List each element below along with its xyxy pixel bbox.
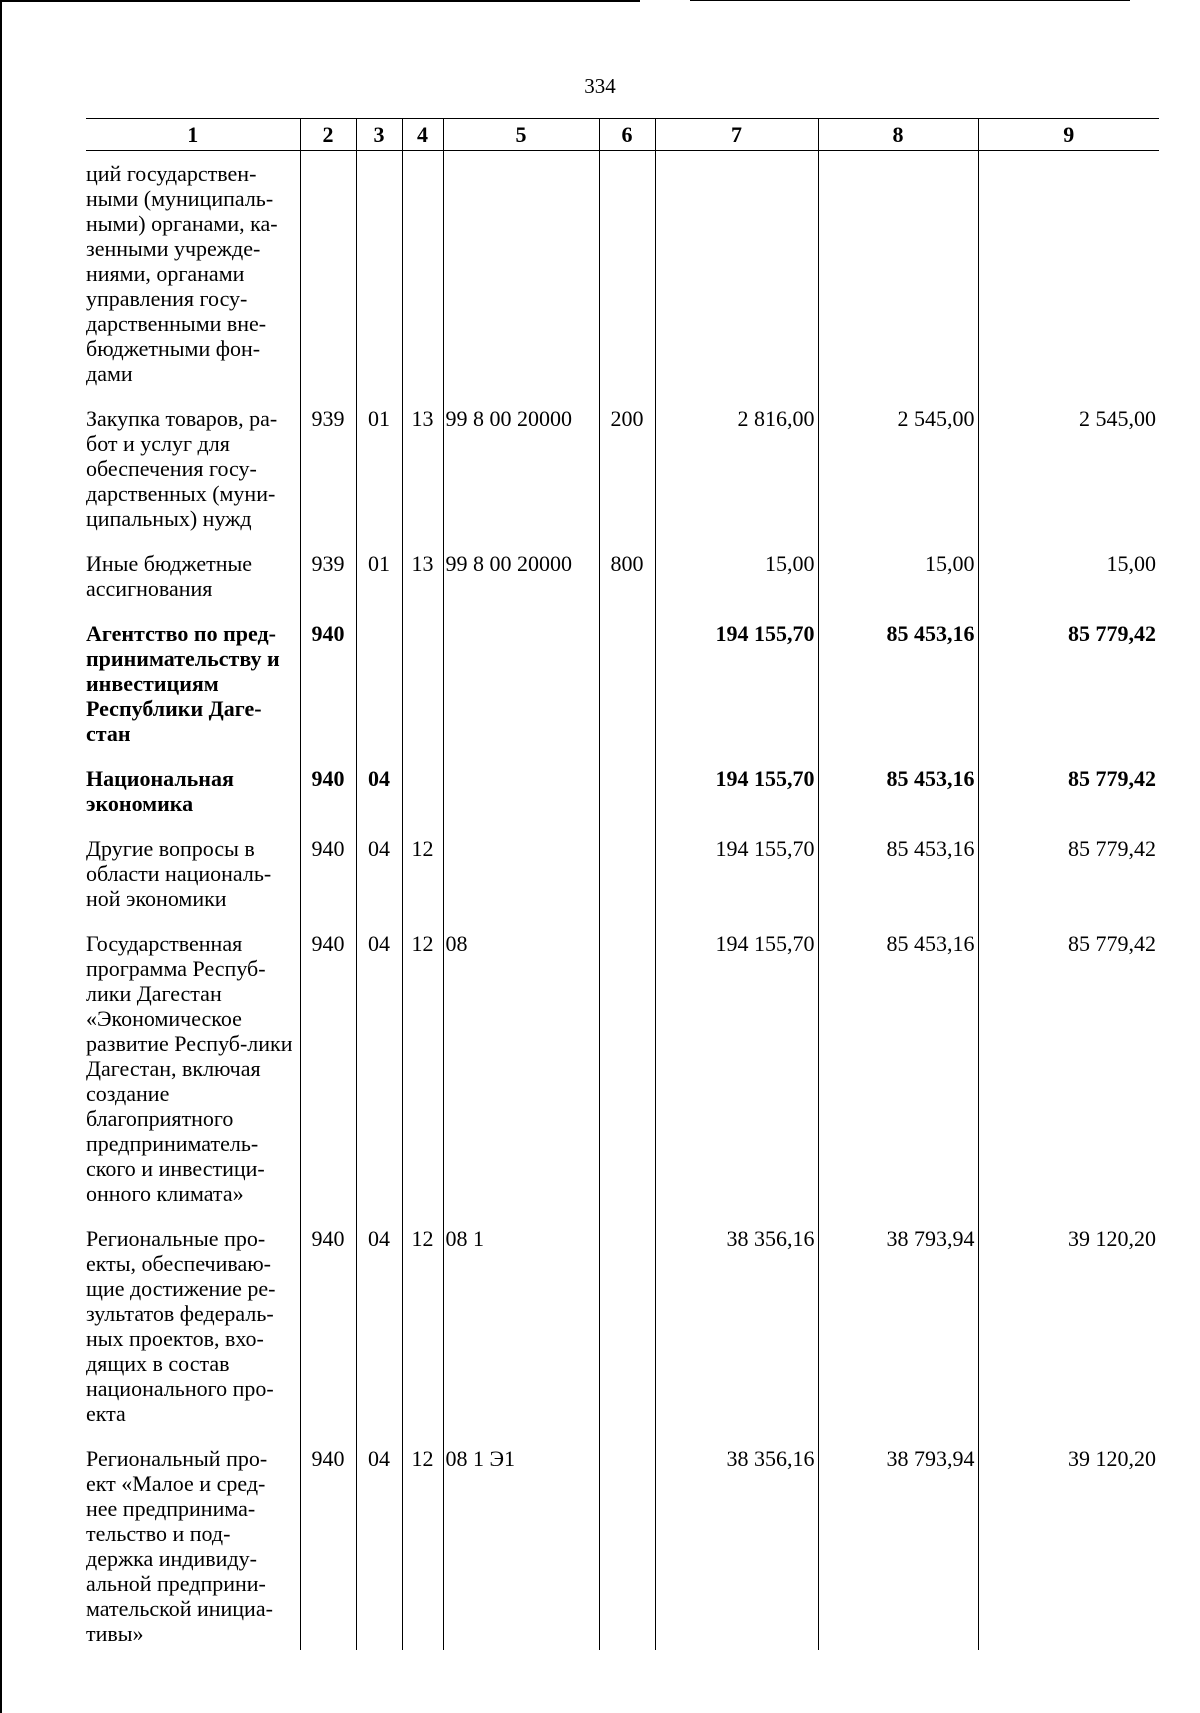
column-header: 2 [300, 119, 356, 151]
cell-amount-9: 15,00 [978, 551, 1159, 621]
cell-code-2: 940 [300, 931, 356, 1226]
cell-amount-7: 38 356,16 [655, 1226, 818, 1446]
row-name: Закупка товаров, ра-бот и услуг для обеспечения госу-дарственных (муни-ципальных) нужд [86, 406, 278, 531]
cell-amount-8: 85 453,16 [818, 766, 978, 836]
cell-code-5 [443, 151, 599, 407]
cell-code-3: 01 [356, 551, 402, 621]
cell-code-3 [356, 621, 402, 766]
cell-amount-8: 2 545,00 [818, 406, 978, 551]
cell-code-4: 13 [402, 551, 443, 621]
table-row [86, 836, 1159, 931]
table-row [86, 551, 1159, 621]
cell-amount-9: 2 545,00 [978, 406, 1159, 551]
cell-code-2: 940 [300, 836, 356, 931]
column-header: 7 [655, 119, 818, 151]
cell-code-6 [599, 836, 655, 931]
header-row [86, 119, 1159, 151]
row-name: Иные бюджетные ассигнования [86, 551, 253, 601]
column-header: 4 [402, 119, 443, 151]
cell-code-3: 04 [356, 1446, 402, 1650]
table-row [86, 406, 1159, 551]
cell-code-6 [599, 1446, 655, 1650]
cell-code-4: 12 [402, 1446, 443, 1650]
column-header: 6 [599, 119, 655, 151]
cell-code-3: 01 [356, 406, 402, 551]
cell-code-3: 04 [356, 836, 402, 931]
row-name: Другие вопросы в области националь-ной экономики [86, 836, 272, 911]
page-number: 334 [584, 74, 616, 98]
row-name: ций государствен-ными (муниципаль-ными) органами, ка-зенными учрежде-ниями, органами управления госу-дарственными вне-бюджетными фон-дами [86, 161, 278, 386]
row-name: Агентство по пред-принимательству и инвестициям Республики Даге-стан [86, 621, 280, 746]
cell-code-2: 939 [300, 406, 356, 551]
column-header: 3 [356, 119, 402, 151]
cell-code-2: 940 [300, 621, 356, 766]
cell-amount-7: 38 356,16 [655, 1446, 818, 1650]
cell-code-4 [402, 621, 443, 766]
row-name: Государственная программа Респуб-лики Дагестан «Экономическое развитие Респуб-лики Дагестан, включая создание благоприятного предприниматель-ского и инвестици-онного климата» [86, 931, 293, 1206]
cell-code-4 [402, 766, 443, 836]
table-row [86, 766, 1159, 836]
scan-border [0, 0, 2, 1713]
cell-code-5: 08 1 [443, 1226, 599, 1446]
table-row [86, 1446, 1159, 1650]
cell-amount-9: 85 779,42 [978, 836, 1159, 931]
cell-code-6 [599, 621, 655, 766]
cell-amount-8: 38 793,94 [818, 1446, 978, 1650]
cell-amount-9: 39 120,20 [978, 1446, 1159, 1650]
cell-code-5: 08 [443, 931, 599, 1226]
cell-amount-7: 194 155,70 [655, 621, 818, 766]
budget-table [86, 118, 1159, 1650]
cell-code-2: 940 [300, 1226, 356, 1446]
cell-amount-7: 194 155,70 [655, 836, 818, 931]
cell-code-4: 13 [402, 406, 443, 551]
cell-code-5 [443, 766, 599, 836]
cell-code-6: 800 [599, 551, 655, 621]
table-row [86, 931, 1159, 1226]
table-row [86, 151, 1159, 407]
cell-amount-7: 15,00 [655, 551, 818, 621]
column-header: 1 [86, 119, 300, 151]
cell-amount-7 [655, 151, 818, 407]
cell-code-3: 04 [356, 1226, 402, 1446]
cell-amount-8: 15,00 [818, 551, 978, 621]
cell-code-6 [599, 766, 655, 836]
cell-code-5 [443, 836, 599, 931]
scan-border [0, 0, 640, 2]
column-header: 8 [818, 119, 978, 151]
cell-code-6 [599, 1226, 655, 1446]
cell-amount-7: 194 155,70 [655, 766, 818, 836]
cell-code-3: 04 [356, 766, 402, 836]
scan-border [690, 0, 1130, 1]
cell-amount-8: 85 453,16 [818, 931, 978, 1226]
cell-code-5 [443, 621, 599, 766]
cell-code-5: 99 8 00 20000 [443, 406, 599, 551]
cell-amount-9: 85 779,42 [978, 621, 1159, 766]
column-header: 5 [443, 119, 599, 151]
cell-code-5: 08 1 Э1 [443, 1446, 599, 1650]
cell-amount-8: 85 453,16 [818, 836, 978, 931]
cell-code-4: 12 [402, 836, 443, 931]
cell-code-5: 99 8 00 20000 [443, 551, 599, 621]
row-name: Региональный про-ект «Малое и сред-нее предпринима-тельство и под-держка индивиду-альной предприни-мательской инициа-тивы» [86, 1446, 273, 1646]
cell-code-4: 12 [402, 1226, 443, 1446]
cell-code-2 [300, 151, 356, 407]
column-header: 9 [978, 119, 1159, 151]
cell-amount-9: 85 779,42 [978, 931, 1159, 1226]
cell-amount-9: 85 779,42 [978, 766, 1159, 836]
cell-amount-7: 194 155,70 [655, 931, 818, 1226]
table-row [86, 1226, 1159, 1446]
cell-amount-8: 38 793,94 [818, 1226, 978, 1446]
cell-amount-7: 2 816,00 [655, 406, 818, 551]
cell-code-2: 940 [300, 1446, 356, 1650]
cell-code-4: 12 [402, 931, 443, 1226]
cell-code-3 [356, 151, 402, 407]
row-name: Региональные про-екты, обеспечиваю-щие достижение ре-зультатов федераль-ных проектов, вхо-дящих в состав национального про-екта [86, 1226, 276, 1426]
cell-code-6: 200 [599, 406, 655, 551]
cell-code-6 [599, 151, 655, 407]
cell-code-2: 940 [300, 766, 356, 836]
cell-code-4 [402, 151, 443, 407]
cell-code-3: 04 [356, 931, 402, 1226]
row-name: Национальная экономика [86, 766, 234, 816]
cell-amount-9 [978, 151, 1159, 407]
cell-amount-8: 85 453,16 [818, 621, 978, 766]
cell-code-2: 939 [300, 551, 356, 621]
cell-amount-8 [818, 151, 978, 407]
cell-amount-9: 39 120,20 [978, 1226, 1159, 1446]
cell-code-6 [599, 931, 655, 1226]
table-row [86, 621, 1159, 766]
